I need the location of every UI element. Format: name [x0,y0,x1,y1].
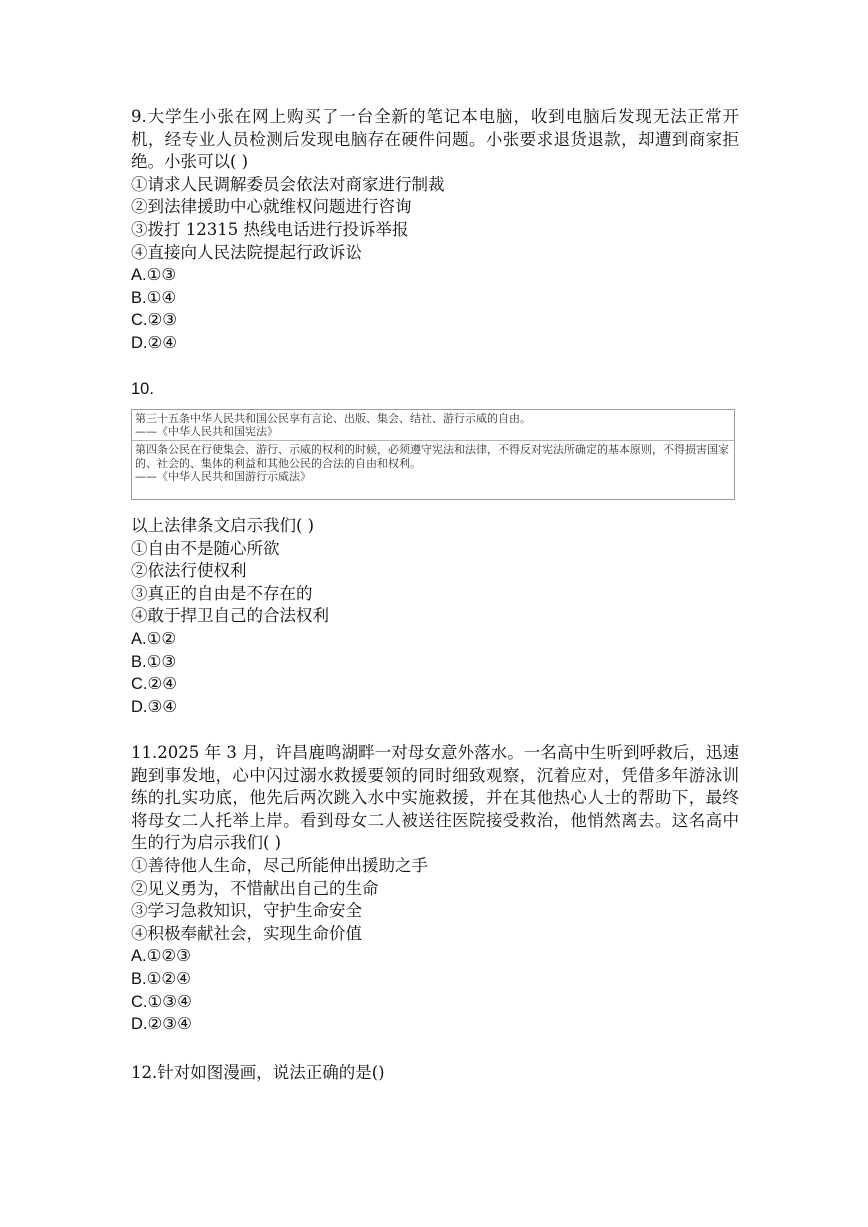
question-9-statement-2: ②到法律援助中心就维权问题进行咨询 [131,197,412,217]
question-9-option-c: C.②③ [131,311,178,330]
question-9-statement-3: ③拨打 12315 热线电话进行投诉举报 [131,219,409,239]
question-10-option-c: C.②④ [131,675,178,694]
question-11-statement-3: ③学习急救知识，守护生命安全 [131,901,362,921]
law-article-assembly-law [132,440,734,485]
question-11-option-c: C.①③④ [131,992,192,1011]
law-excerpt-box [131,409,735,500]
question-11-statement-1: ①善待他人生命，尽己所能伸出援助之手 [131,855,428,875]
law-article-1-source: ——《中华人民共和国宪法》 [135,425,278,439]
question-10-header [131,378,739,401]
question-10-statement-2: ②依法行使权利 [131,561,247,581]
question-11-option-a: A.①②③ [131,947,191,966]
question-12-stem: 12.针对如图漫画，说法正确的是() [131,1063,385,1082]
law-article-2-text: 第四条公民在行使集会、游行、示威的权利的时候，必须遵守宪法和法律，不得反对宪法所确定的基本原则，不得损害国家的、社会的、集体的利益和其他公民的合法的自由和权利。 [135,443,729,470]
law-article-2-source: ——《中华人民共和国游行示威法》 [135,469,311,483]
question-12 [131,1062,739,1085]
question-10 [131,515,739,718]
question-11-option-b: B.①②④ [131,969,191,988]
question-10-stem: 以上法律条文启示我们( ) [131,516,315,535]
question-9-option-b: B.①④ [131,288,177,307]
question-9-statement-1: ①请求人民调解委员会依法对商家进行制裁 [131,174,445,194]
question-11-statement-2: ②见义勇为，不惜献出自己的生命 [131,878,379,898]
question-9-option-d: D.②④ [131,333,178,352]
question-10-option-d: D.③④ [131,697,178,716]
question-11-stem: 11.2025 年 3 月，许昌鹿鸣湖畔一对母女意外落水。一名高中生听到呼救后，迅速跑到事发地，心中闪过溺水救援要领的同时细致观察，沉着应对，凭借多年游泳训练的扎实功底，他先后两次跳入水中实施救援，并在其他热心人士的帮助下，最终将母女二人托举上岸。看到母女二人被送往医院接受救治，他悄然离去。这名高中生的行为启示我们( ) [131,743,739,853]
question-11-option-d: D.②③④ [131,1015,192,1034]
question-9-stem: 9.大学生小张在网上购买了一台全新的笔记本电脑，收到电脑后发现无法正常开机，经专业人员检测后发现电脑存在硬件问题。小张要求退货退款，却遭到商家拒绝。小张可以( ) [131,107,739,172]
law-article-constitution [132,410,734,440]
question-9-statement-4: ④直接向人民法院提起行政诉讼 [131,242,362,262]
question-11-statement-4: ④积极奉献社会，实现生命价值 [131,923,362,943]
question-9-option-a: A.①③ [131,266,177,285]
question-9 [131,106,739,355]
law-article-1-text: 第三十五条中华人民共和国公民享有言论、出版、集会、结社、游行示威的自由。 [135,412,531,425]
question-10-statement-3: ③真正的自由是不存在的 [131,583,313,603]
question-10-option-a: A.①② [131,629,177,648]
question-11 [131,742,739,1036]
question-10-option-b: B.①③ [131,652,177,671]
question-10-number: 10. [131,380,154,398]
question-10-statement-4: ④敢于捍卫自己的合法权利 [131,606,329,626]
question-10-statement-1: ①自由不是随心所欲 [131,538,280,558]
